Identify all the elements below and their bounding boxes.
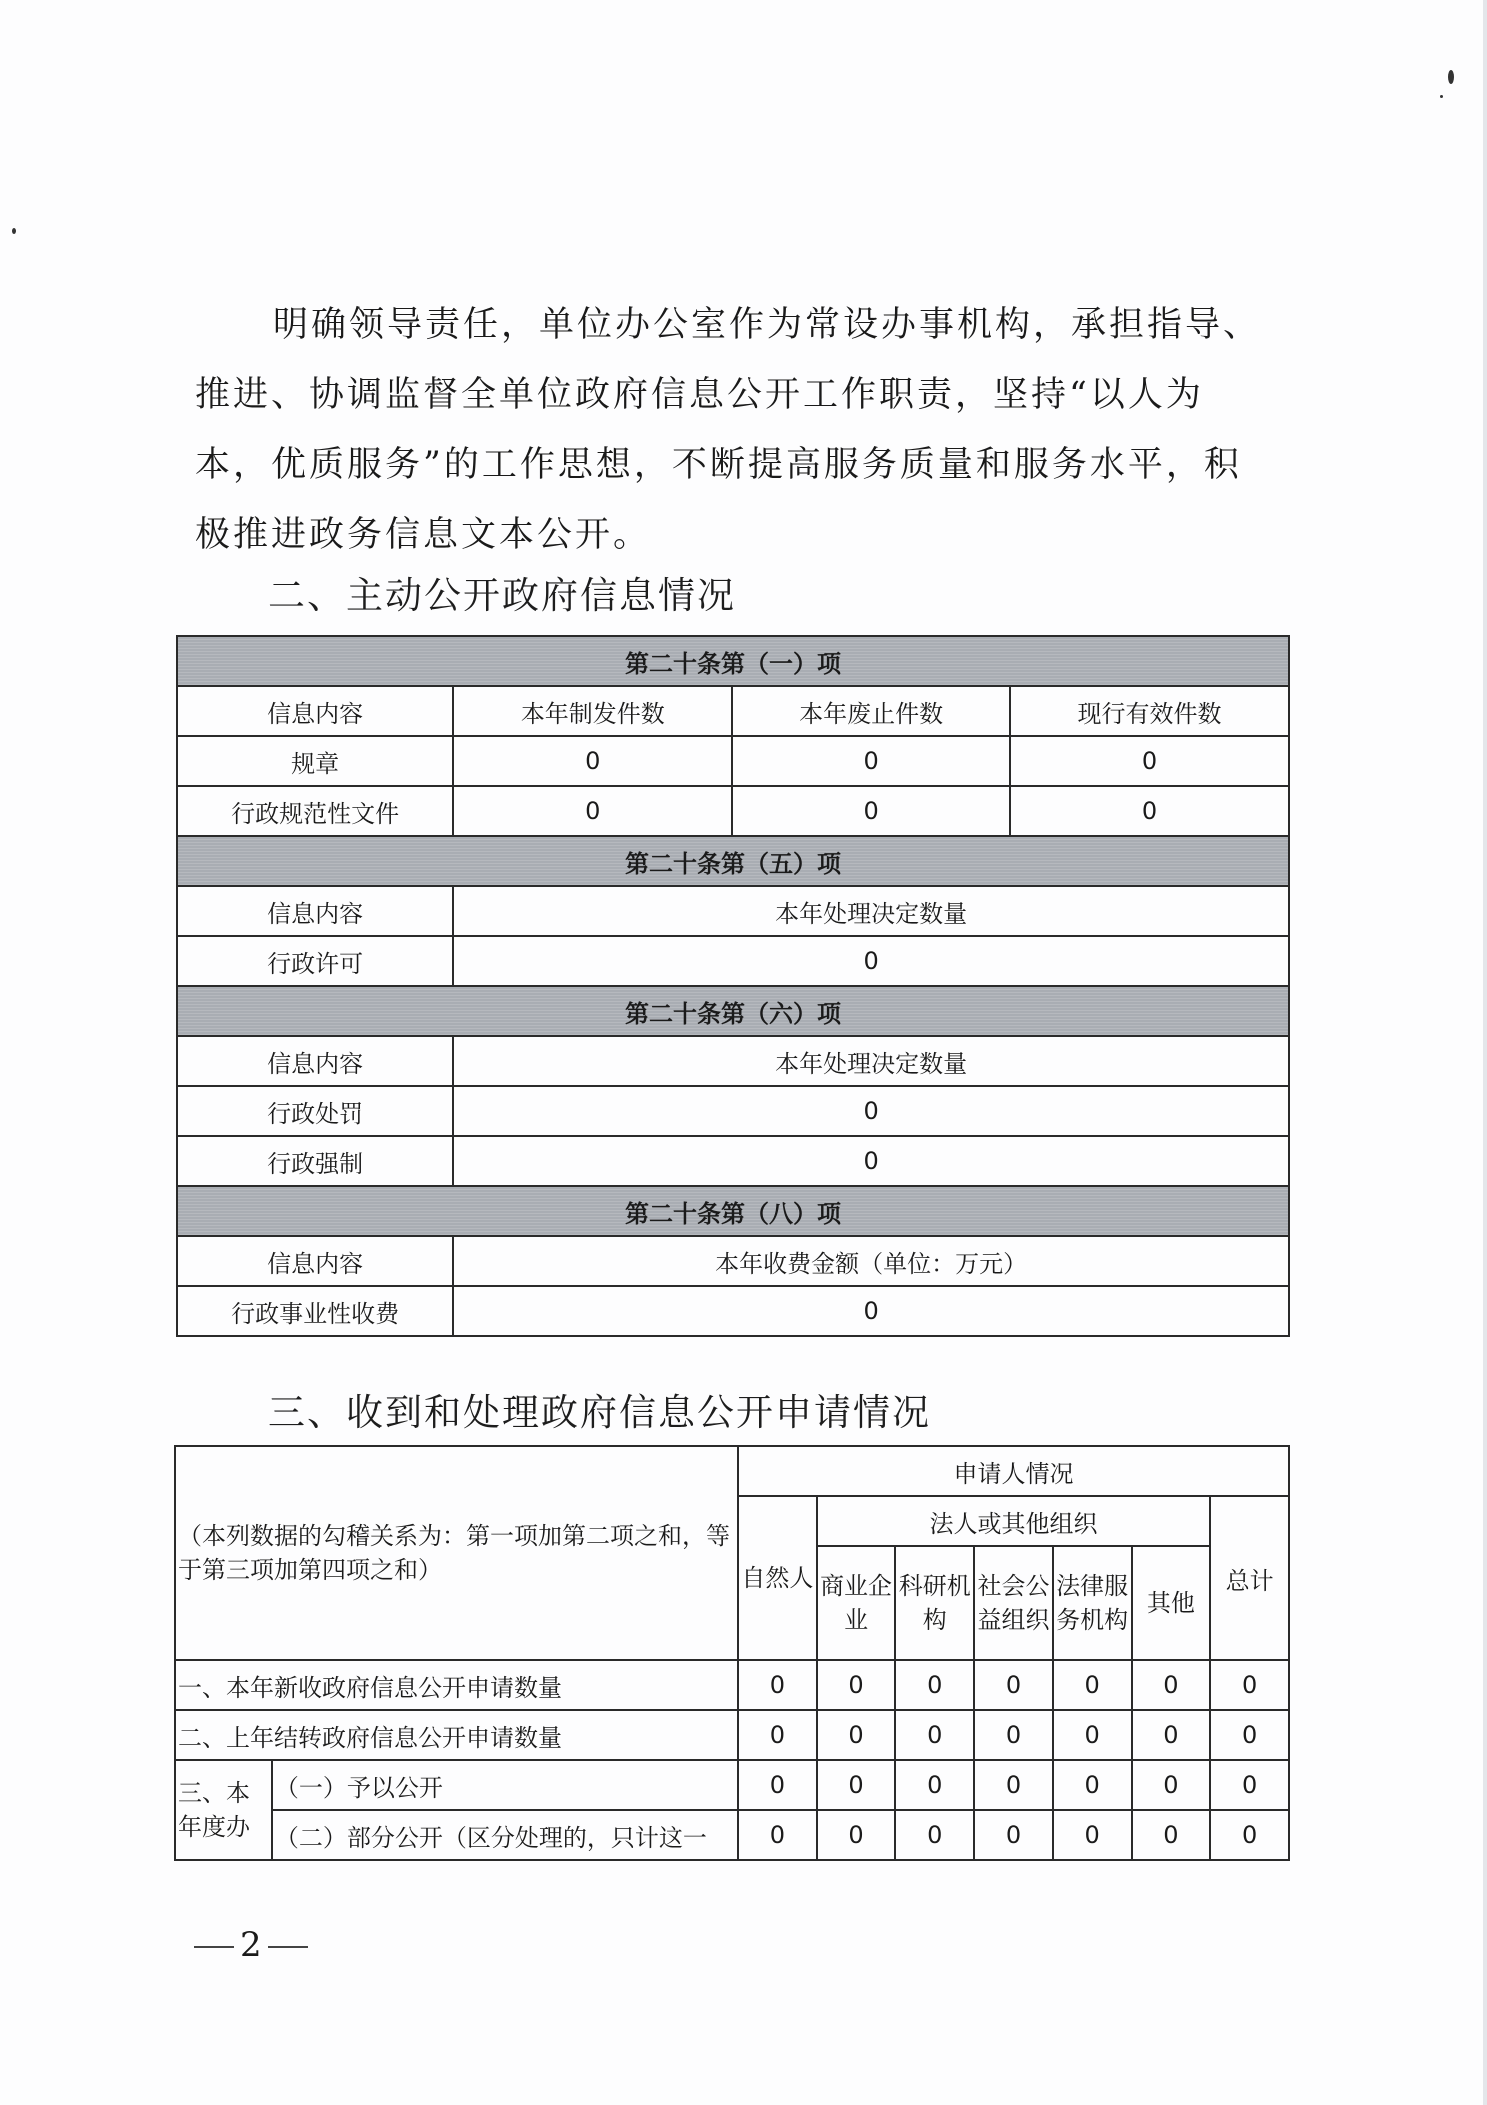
column-header: 本年制发件数 — [453, 686, 732, 736]
row-label: 行政事业性收费 — [177, 1286, 453, 1336]
table-row — [175, 1760, 1289, 1810]
cell-value: 0 — [1053, 1660, 1132, 1710]
table-row — [177, 1286, 1289, 1336]
column-header: 信息内容 — [177, 686, 453, 736]
row-label: （一）予以公开 — [272, 1760, 738, 1810]
table-row — [177, 1086, 1289, 1136]
block-header-row — [177, 1186, 1289, 1236]
cell-value: 0 — [974, 1760, 1053, 1810]
cell-value: 0 — [974, 1660, 1053, 1710]
cell-value: 0 — [1053, 1760, 1132, 1810]
page-number-dash — [268, 1946, 308, 1948]
table-row — [175, 1810, 1289, 1860]
scan-edge — [1483, 0, 1487, 2105]
column-header: 社会公益组织 — [974, 1546, 1053, 1660]
cell-value: 0 — [453, 1086, 1289, 1136]
application-handling-table — [174, 1445, 1290, 1861]
cell-value: 0 — [1053, 1710, 1132, 1760]
cell-value: 0 — [453, 1286, 1289, 1336]
column-header: 商业企业 — [817, 1546, 896, 1660]
page-number-text: 2 — [240, 1925, 262, 1965]
table-row — [177, 1136, 1289, 1186]
cell-value: 0 — [738, 1810, 817, 1860]
cell-value: 0 — [1132, 1710, 1211, 1760]
cell-value: 0 — [453, 1136, 1289, 1186]
cell-value: 0 — [1132, 1760, 1211, 1810]
scan-speck — [12, 228, 16, 234]
column-header: 本年处理决定数量 — [453, 1036, 1289, 1086]
block-header: 第二十条第（五）项 — [177, 836, 1289, 886]
cell-value: 0 — [817, 1760, 896, 1810]
block-header: 第二十条第（六）项 — [177, 986, 1289, 1036]
block-header-row — [177, 836, 1289, 886]
column-header-row — [177, 1236, 1289, 1286]
column-header: 信息内容 — [177, 1236, 453, 1286]
cell-value: 0 — [1210, 1710, 1289, 1760]
legal-group-header: 法人或其他组织 — [817, 1496, 1211, 1546]
cell-value: 0 — [738, 1710, 817, 1760]
cell-value: 0 — [817, 1710, 896, 1760]
cell-value: 0 — [1010, 736, 1289, 786]
proactive-disclosure-table — [176, 635, 1290, 1337]
page-number-dash — [194, 1946, 234, 1948]
applicant-header: 申请人情况 — [738, 1446, 1289, 1496]
column-header: 现行有效件数 — [1010, 686, 1289, 736]
cell-value: 0 — [1132, 1810, 1211, 1860]
group-label: 三、本年度办 — [175, 1760, 272, 1860]
cell-value: 0 — [895, 1810, 974, 1860]
natural-person-header: 自然人 — [738, 1496, 817, 1660]
cell-value: 0 — [453, 736, 732, 786]
block-header-row — [177, 636, 1289, 686]
column-header: 本年处理决定数量 — [453, 886, 1289, 936]
cell-value: 0 — [738, 1760, 817, 1810]
column-header-row — [177, 686, 1289, 736]
column-header: 信息内容 — [177, 1036, 453, 1086]
row-label: 二、上年结转政府信息公开申请数量 — [175, 1710, 738, 1760]
page-number — [188, 1925, 314, 1965]
row-label: 行政处罚 — [177, 1086, 453, 1136]
table-row — [177, 936, 1289, 986]
row-label: 行政强制 — [177, 1136, 453, 1186]
cell-value: 0 — [453, 936, 1289, 986]
cell-value: 0 — [732, 736, 1010, 786]
row-label: 行政许可 — [177, 936, 453, 986]
row-label: 行政规范性文件 — [177, 786, 453, 836]
checksum-note: （本列数据的勾稽关系为：第一项加第二项之和，等于第三项加第四项之和） — [175, 1446, 738, 1660]
cell-value: 0 — [895, 1710, 974, 1760]
column-header: 本年收费金额（单位：万元） — [453, 1236, 1289, 1286]
cell-value: 0 — [1210, 1810, 1289, 1860]
row-label: 一、本年新收政府信息公开申请数量 — [175, 1660, 738, 1710]
column-header-row — [177, 1036, 1289, 1086]
block-header-row — [177, 986, 1289, 1036]
scan-speck — [1440, 95, 1443, 98]
cell-value: 0 — [1053, 1810, 1132, 1860]
column-header: 本年废止件数 — [732, 686, 1010, 736]
table-row — [177, 786, 1289, 836]
row-label: （二）部分公开（区分处理的，只计这一 — [272, 1810, 738, 1860]
cell-value: 0 — [974, 1710, 1053, 1760]
column-header: 信息内容 — [177, 886, 453, 936]
cell-value: 0 — [1210, 1760, 1289, 1810]
cell-value: 0 — [817, 1660, 896, 1710]
column-header: 法律服务机构 — [1053, 1546, 1132, 1660]
row-label: 规章 — [177, 736, 453, 786]
scan-speck — [1448, 70, 1454, 84]
table-row — [177, 736, 1289, 786]
cell-value: 0 — [1132, 1660, 1211, 1710]
cell-value: 0 — [974, 1810, 1053, 1860]
header-row — [175, 1446, 1289, 1496]
section-3-title: 三、收到和处理政府信息公开申请情况 — [268, 1391, 931, 1434]
section-2-title: 二、主动公开政府信息情况 — [268, 574, 736, 617]
table-row — [175, 1710, 1289, 1760]
cell-value: 0 — [1210, 1660, 1289, 1710]
block-header: 第二十条第（八）项 — [177, 1186, 1289, 1236]
cell-value: 0 — [1010, 786, 1289, 836]
cell-value: 0 — [895, 1660, 974, 1710]
column-header: 科研机构 — [895, 1546, 974, 1660]
intro-paragraph: 明确领导责任，单位办公室作为常设办事机构，承担指导、推进、协调监督全单位政府信息公开工作职责，坚持“以人为本，优质服务”的工作思想，不断提高服务质量和服务水平，积极推进政务信息文本公开。 — [195, 305, 1262, 555]
block-header: 第二十条第（一）项 — [177, 636, 1289, 686]
column-header-row — [177, 886, 1289, 936]
total-header: 总计 — [1210, 1496, 1289, 1660]
cell-value: 0 — [817, 1810, 896, 1860]
table-row — [175, 1660, 1289, 1710]
cell-value: 0 — [738, 1660, 817, 1710]
cell-value: 0 — [732, 786, 1010, 836]
cell-value: 0 — [453, 786, 732, 836]
column-header: 其他 — [1132, 1546, 1211, 1660]
cell-value: 0 — [895, 1760, 974, 1810]
